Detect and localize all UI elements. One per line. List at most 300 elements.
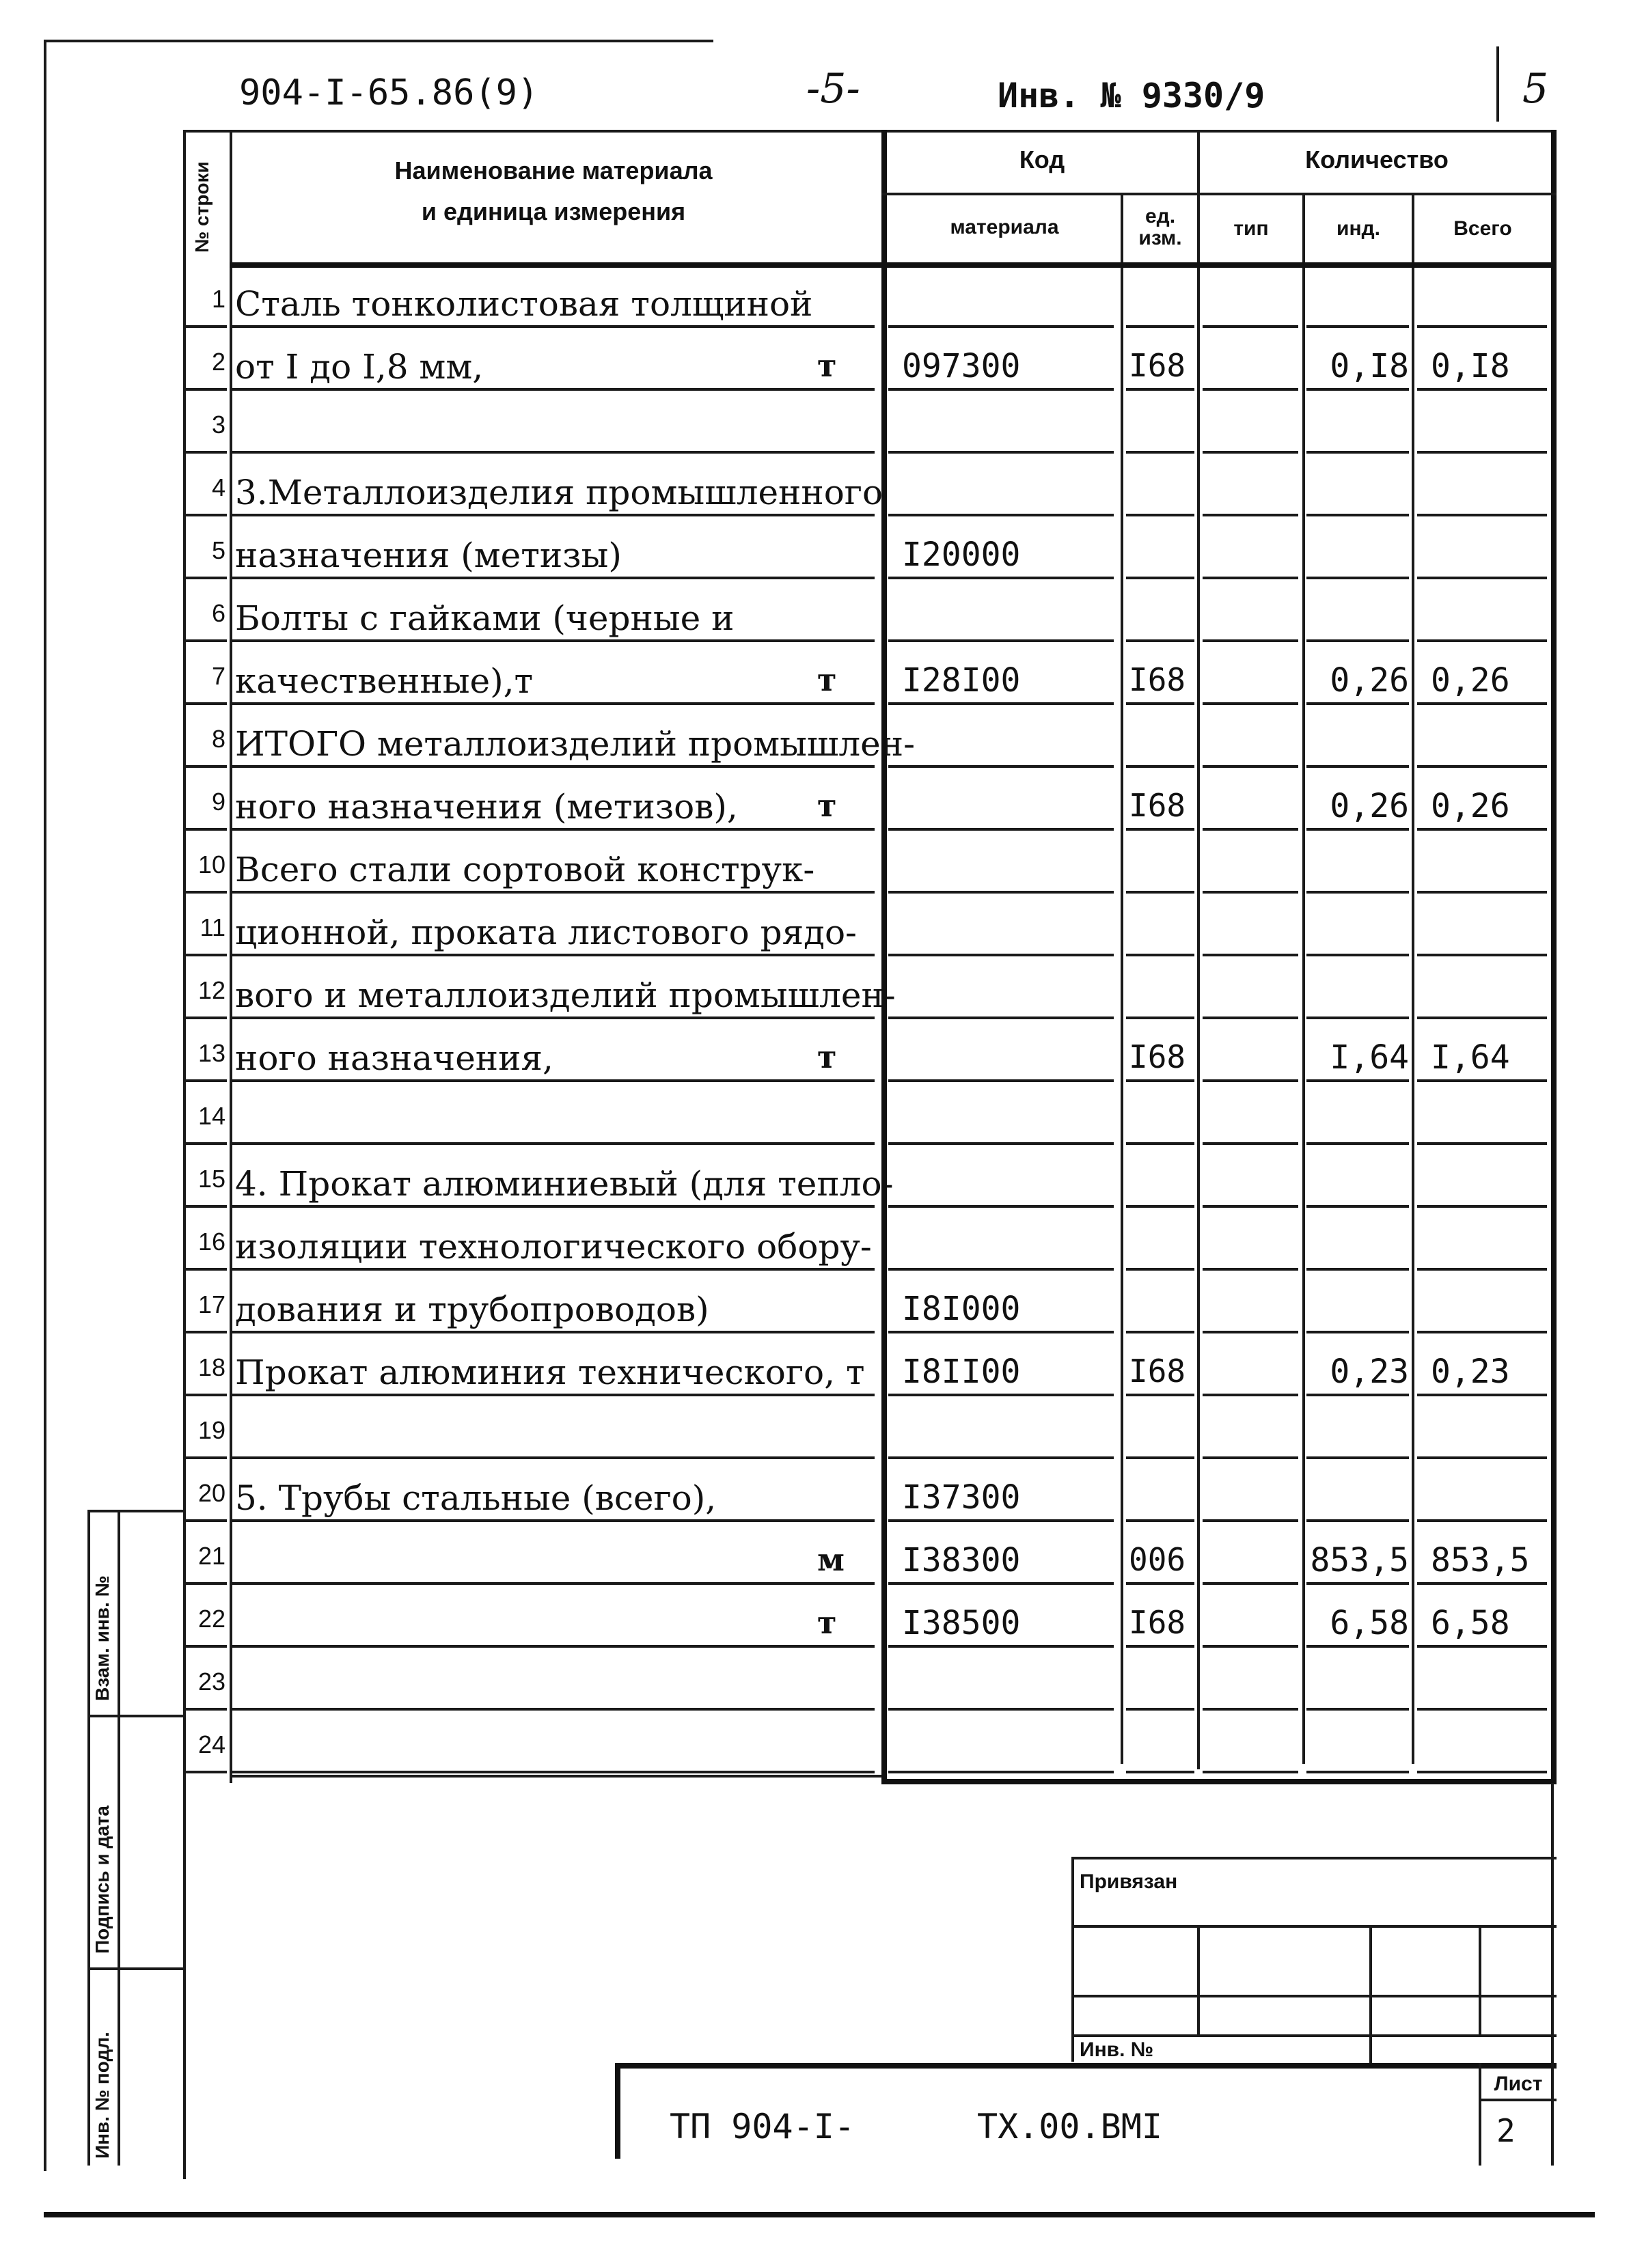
row-rule	[888, 1017, 1114, 1019]
row-rule	[1203, 388, 1298, 391]
row-rule	[1126, 1582, 1194, 1585]
row-rule	[186, 577, 227, 579]
stamp-left-line	[1071, 1857, 1074, 2062]
row-number: 14	[197, 1102, 225, 1130]
unit-code: I68	[1129, 347, 1186, 384]
total-value: 6,58	[1431, 1604, 1510, 1642]
stamp-v-1	[1197, 1925, 1200, 2034]
table-row	[0, 582, 1631, 645]
row-number: 1	[211, 285, 225, 313]
table-row	[0, 1650, 1631, 1713]
row-rule	[888, 577, 1114, 579]
unit-header-line2: изм.	[1138, 227, 1182, 249]
row-rule	[888, 1394, 1114, 1396]
total-value: 0,26	[1431, 787, 1510, 825]
material-name: ного назначения (метизов),	[235, 787, 738, 827]
row-rule	[1126, 1331, 1194, 1333]
unit-code: I68	[1129, 1353, 1186, 1389]
row-rule	[888, 765, 1114, 768]
row-rule	[1203, 1645, 1298, 1648]
row-rule	[1203, 1268, 1298, 1271]
row-rule	[232, 577, 875, 579]
header-mid-line	[881, 193, 1557, 195]
row-rule	[1306, 828, 1409, 831]
row-rule	[232, 1771, 875, 1773]
row-rule	[1306, 1456, 1409, 1459]
row-rule	[186, 1582, 227, 1585]
row-rule	[186, 639, 227, 642]
row-rule	[186, 702, 227, 705]
material-name: назначения (метизы)	[235, 536, 622, 575]
row-rule	[232, 1708, 875, 1711]
row-rule	[232, 1017, 875, 1019]
row-rule	[1126, 954, 1194, 956]
material-unit: т	[817, 347, 837, 384]
row-rule	[232, 1079, 875, 1082]
row-rule	[1306, 1331, 1409, 1333]
row-rule	[1126, 828, 1194, 831]
row-rule	[1417, 954, 1547, 956]
row-rule	[888, 514, 1114, 516]
type-header: тип	[1233, 217, 1269, 240]
row-rule	[186, 388, 227, 391]
table-row	[0, 771, 1631, 833]
row-rule	[1417, 639, 1547, 642]
row-rule	[1203, 828, 1298, 831]
material-unit: т	[817, 1038, 837, 1075]
row-rule	[1203, 1205, 1298, 1208]
row-rule	[1306, 1771, 1409, 1773]
row-rule	[186, 1519, 227, 1522]
table-row	[0, 959, 1631, 1022]
row-rule	[1306, 1394, 1409, 1396]
material-unit: т	[817, 661, 837, 698]
table-row	[0, 1399, 1631, 1462]
table-row	[0, 456, 1631, 519]
row-rule	[1203, 577, 1298, 579]
total-value: I,64	[1431, 1038, 1510, 1077]
row-rule	[888, 1456, 1114, 1459]
row-rule	[186, 325, 227, 328]
stamp-top-line	[1071, 1857, 1557, 1859]
table-row	[0, 645, 1631, 708]
row-rule	[232, 639, 875, 642]
row-rule	[1126, 1142, 1194, 1145]
table-row	[0, 1525, 1631, 1588]
row-rule	[888, 325, 1114, 328]
row-rule	[232, 325, 875, 328]
material-code-header: материала	[950, 216, 1059, 238]
side-stamp-top-line	[87, 1510, 183, 1512]
row-rule	[1126, 1268, 1194, 1271]
unit-code: I68	[1129, 787, 1186, 824]
row-rule	[232, 1582, 875, 1585]
total-value: 853,5	[1431, 1541, 1530, 1579]
row-rule	[1306, 1582, 1409, 1585]
row-rule	[1417, 1268, 1547, 1271]
row-number: 9	[211, 788, 225, 816]
row-rule	[1417, 1519, 1547, 1522]
row-rule	[1203, 1519, 1298, 1522]
row-rule	[1203, 514, 1298, 516]
total-value: 0,I8	[1431, 347, 1510, 385]
row-rule	[1306, 325, 1409, 328]
row-rule	[186, 1394, 227, 1396]
table-row	[0, 1273, 1631, 1336]
row-rule	[1417, 388, 1547, 391]
table-row	[0, 519, 1631, 582]
header-bottom-line	[230, 262, 1557, 268]
row-rule	[1417, 1017, 1547, 1019]
table-row	[0, 1462, 1631, 1525]
row-rule	[232, 1142, 875, 1145]
row-rule	[1417, 891, 1547, 894]
material-name: 3.Металлоизделия промышленного	[235, 473, 883, 512]
doc-code: 904-I-65.86(9)	[239, 72, 539, 113]
title-block-top-line	[615, 2063, 1557, 2069]
row-rule	[1306, 1645, 1409, 1648]
row-number: 18	[197, 1353, 225, 1381]
table-row	[0, 1148, 1631, 1211]
row-number: 20	[197, 1479, 225, 1507]
row-rule	[232, 828, 875, 831]
row-rule	[1306, 1708, 1409, 1711]
name-header-line1: Наименование материала	[394, 156, 713, 184]
total-value: 0,26	[1431, 661, 1510, 700]
row-rule	[232, 765, 875, 768]
row-rule	[186, 1771, 227, 1773]
row-rule	[1417, 325, 1547, 328]
title-block-left-line	[615, 2063, 620, 2159]
material-name: Прокат алюминия технического, т	[235, 1353, 865, 1392]
sheet-corner-number: 5	[1522, 65, 1549, 113]
row-rule	[1203, 325, 1298, 328]
material-name: вого и металлоизделий промышлен-	[235, 976, 896, 1015]
sheet-cell-mid-line	[1479, 2099, 1557, 2101]
unit-code: I68	[1129, 1038, 1186, 1075]
table-row	[0, 1085, 1631, 1148]
row-number: 11	[200, 913, 225, 941]
row-rule	[1417, 514, 1547, 516]
row-rule	[232, 388, 875, 391]
row-rule	[1306, 577, 1409, 579]
material-name: от I до I,8 мм,	[235, 347, 484, 387]
replacement-inv-label: Взам. инв. №	[92, 1575, 113, 1701]
row-number: 16	[197, 1228, 225, 1256]
sheet-number: 2	[1496, 2112, 1516, 2149]
row-rule	[888, 1079, 1114, 1082]
row-rule	[1417, 1331, 1547, 1333]
unit-code: I68	[1129, 1604, 1186, 1641]
row-rule	[232, 954, 875, 956]
row-number: 3	[211, 411, 225, 439]
quantity-header: Количество	[1305, 146, 1449, 174]
row-rule	[186, 954, 227, 956]
row-rule	[1126, 388, 1194, 391]
material-code: I28I00	[902, 661, 1021, 700]
corner-divider	[1496, 46, 1499, 122]
row-rule	[1203, 1394, 1298, 1396]
row-rule	[1306, 388, 1409, 391]
sheet-label: Лист	[1494, 2073, 1543, 2095]
row-rule	[186, 1268, 227, 1271]
row-rule	[186, 1017, 227, 1019]
signature-date-label: Подпись и дата	[92, 1806, 113, 1954]
row-rule	[1126, 1708, 1194, 1711]
row-number: 21	[197, 1542, 225, 1570]
row-rule	[232, 1268, 875, 1271]
row-rule	[1126, 1017, 1194, 1019]
row-number: 15	[197, 1165, 225, 1193]
material-name: Болты с гайками (черные и	[235, 598, 735, 638]
row-rule	[186, 451, 227, 454]
row-rule	[1417, 765, 1547, 768]
row-rule	[1417, 828, 1547, 831]
row-rule	[186, 1645, 227, 1648]
material-name: ционной, проката листового рядо-	[235, 913, 857, 952]
stamp-v-2	[1369, 1925, 1372, 2069]
unit-header-line1: ед.	[1145, 205, 1176, 227]
row-number: 17	[197, 1290, 225, 1318]
row-rule	[1126, 1519, 1194, 1522]
table-bottom-line	[881, 1779, 1557, 1784]
row-rule	[1417, 1771, 1547, 1773]
row-rule	[888, 954, 1114, 956]
material-name: Всего стали сортовой конструк-	[235, 850, 815, 889]
row-rule	[232, 514, 875, 516]
row-rule	[1417, 451, 1547, 454]
row-rule	[1417, 577, 1547, 579]
material-code: I38500	[902, 1604, 1021, 1642]
row-rule	[232, 1331, 875, 1333]
row-rule	[1126, 1079, 1194, 1082]
row-rule	[1306, 891, 1409, 894]
row-rule	[1203, 451, 1298, 454]
ind-header: инд.	[1337, 217, 1380, 240]
sheet-cell-left-line	[1479, 2063, 1481, 2166]
material-code: I37300	[902, 1478, 1021, 1517]
row-rule	[232, 1394, 875, 1396]
material-code: 097300	[902, 347, 1021, 385]
row-rule	[888, 1205, 1114, 1208]
name-bottom-line	[230, 1775, 881, 1778]
inv-no-label: Инв. №	[1080, 2038, 1154, 2061]
row-rule	[1306, 954, 1409, 956]
side-stamp-left-line	[87, 1510, 90, 2166]
ind-value: 853,5	[1310, 1541, 1409, 1579]
name-header-line2: и единица измерения	[421, 197, 686, 225]
row-number: 23	[197, 1668, 225, 1696]
row-rule	[232, 891, 875, 894]
row-number: 22	[197, 1605, 225, 1633]
row-rule	[1203, 1331, 1298, 1333]
material-name: качественные),т	[235, 661, 534, 701]
ind-value: 0,26	[1330, 661, 1409, 700]
row-rule	[1126, 451, 1194, 454]
table-row	[0, 1588, 1631, 1650]
row-number-header: № строки	[191, 161, 213, 253]
row-rule	[1203, 1142, 1298, 1145]
material-unit: т	[817, 787, 837, 824]
row-rule	[888, 1771, 1114, 1773]
row-rule	[1126, 1205, 1194, 1208]
row-rule	[186, 514, 227, 516]
row-rule	[186, 1142, 227, 1145]
side-stamp-divider-2	[87, 1967, 183, 1970]
row-number: 8	[211, 725, 225, 753]
row-rule	[1306, 765, 1409, 768]
row-number: 6	[211, 599, 225, 627]
row-rule	[1126, 1456, 1194, 1459]
stamp-line-1	[1071, 1925, 1557, 1928]
table-row	[0, 833, 1631, 896]
row-rule	[1203, 1771, 1298, 1773]
row-rule	[1417, 1645, 1547, 1648]
row-rule	[1306, 1017, 1409, 1019]
row-rule	[1126, 1394, 1194, 1396]
row-rule	[1306, 514, 1409, 516]
row-rule	[1417, 1708, 1547, 1711]
row-rule	[186, 828, 227, 831]
stamp-line-3	[1071, 2034, 1557, 2037]
row-rule	[1126, 702, 1194, 705]
row-rule	[232, 702, 875, 705]
row-rule	[1306, 451, 1409, 454]
row-rule	[232, 1519, 875, 1522]
table-row	[0, 708, 1631, 771]
row-rule	[1126, 577, 1194, 579]
row-rule	[1126, 639, 1194, 642]
row-rule	[186, 1079, 227, 1082]
row-rule	[888, 1582, 1114, 1585]
material-unit: м	[817, 1541, 845, 1578]
original-inv-label: Инв. № подл.	[92, 2032, 113, 2159]
total-value: 0,23	[1431, 1353, 1510, 1391]
row-rule	[186, 1708, 227, 1711]
designation-right: ТХ.00.ВМI	[977, 2107, 1162, 2146]
row-rule	[1203, 1017, 1298, 1019]
material-name: 4. Прокат алюминиевый (для тепло-	[235, 1164, 894, 1204]
row-rule	[1203, 1456, 1298, 1459]
row-number: 5	[211, 536, 225, 564]
row-rule	[1126, 325, 1194, 328]
row-rule	[888, 1519, 1114, 1522]
row-rule	[1417, 1142, 1547, 1145]
row-rule	[1203, 891, 1298, 894]
stamp-line-2	[1071, 1995, 1557, 1997]
unit-code: 006	[1129, 1541, 1186, 1578]
ind-value: 0,I8	[1330, 347, 1409, 385]
row-number: 7	[211, 662, 225, 690]
ind-value: 0,26	[1330, 787, 1409, 825]
row-rule	[888, 891, 1114, 894]
side-stamp-right-line	[118, 1510, 120, 2166]
row-rule	[888, 1268, 1114, 1271]
row-rule	[186, 765, 227, 768]
material-code: I38300	[902, 1541, 1021, 1579]
table-row	[0, 1211, 1631, 1273]
row-rule	[888, 451, 1114, 454]
code-header: Код	[1019, 146, 1065, 174]
stamp-v-3	[1479, 1925, 1481, 2034]
row-rule	[1417, 1456, 1547, 1459]
row-rule	[1306, 1268, 1409, 1271]
row-rule	[1306, 1079, 1409, 1082]
row-rule	[232, 1456, 875, 1459]
row-rule	[1203, 1582, 1298, 1585]
material-code: I8I000	[902, 1290, 1021, 1328]
row-number: 12	[197, 976, 225, 1004]
row-number: 2	[211, 348, 225, 376]
row-rule	[1126, 514, 1194, 516]
row-rule	[888, 639, 1114, 642]
row-rule	[1126, 1771, 1194, 1773]
row-rule	[1126, 765, 1194, 768]
row-rule	[1203, 954, 1298, 956]
table-row	[0, 1713, 1631, 1776]
row-rule	[888, 388, 1114, 391]
frame-top-line	[44, 40, 713, 42]
row-rule	[1306, 1142, 1409, 1145]
row-rule	[186, 891, 227, 894]
row-rule	[1306, 1205, 1409, 1208]
row-rule	[1306, 639, 1409, 642]
row-rule	[232, 1645, 875, 1648]
row-number: 10	[197, 850, 225, 879]
row-rule	[1126, 1645, 1194, 1648]
page-marker: -5-	[806, 65, 860, 113]
material-code: I20000	[902, 536, 1021, 574]
material-name: ного назначения,	[235, 1038, 553, 1078]
row-number: 4	[211, 473, 225, 501]
ind-value: 0,23	[1330, 1353, 1409, 1391]
row-rule	[186, 1331, 227, 1333]
privyazan-label: Привязан	[1080, 1870, 1178, 1893]
frame-bottom-line	[44, 2212, 1595, 2217]
inventory-number: Инв. № 9330/9	[998, 76, 1265, 115]
row-rule	[1203, 1708, 1298, 1711]
row-rule	[1417, 702, 1547, 705]
row-number: 13	[197, 1039, 225, 1067]
stamp-right-line	[1551, 1783, 1554, 2166]
row-rule	[888, 702, 1114, 705]
row-rule	[232, 1205, 875, 1208]
row-rule	[232, 451, 875, 454]
table-row	[0, 1336, 1631, 1399]
row-rule	[888, 1142, 1114, 1145]
material-code: I8II00	[902, 1353, 1021, 1391]
designation-left: ТП 904-I-	[670, 2107, 855, 2146]
material-name: дования и трубопроводов)	[235, 1290, 709, 1329]
table-row	[0, 393, 1631, 456]
row-rule	[1417, 1205, 1547, 1208]
row-rule	[1203, 639, 1298, 642]
row-rule	[1417, 1079, 1547, 1082]
table-top-line	[183, 130, 1557, 133]
row-rule	[888, 1331, 1114, 1333]
ind-value: I,64	[1330, 1038, 1409, 1077]
row-rule	[888, 1708, 1114, 1711]
total-header: Всего	[1453, 217, 1512, 240]
row-rule	[1203, 702, 1298, 705]
row-rule	[1306, 702, 1409, 705]
ind-value: 6,58	[1330, 1604, 1409, 1642]
row-rule	[186, 1205, 227, 1208]
material-name: Сталь тонколистовая толщиной	[235, 284, 813, 324]
row-rule	[888, 1645, 1114, 1648]
row-number: 24	[197, 1730, 225, 1758]
table-row	[0, 331, 1631, 393]
